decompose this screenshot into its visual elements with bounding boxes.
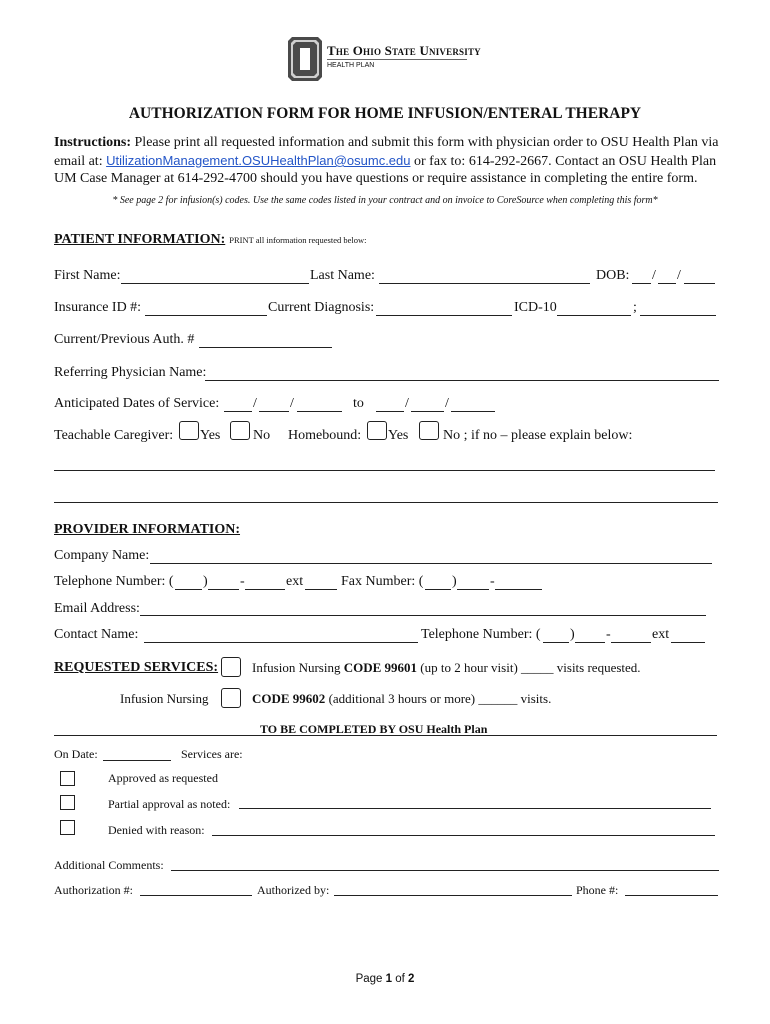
dob-year-field[interactable] — [684, 283, 715, 284]
referring-physician-label: Referring Physician Name: — [54, 365, 207, 380]
provider-email-label: Email Address: — [54, 601, 140, 616]
approved-checkbox[interactable] — [60, 771, 75, 786]
patient-heading-row — [54, 230, 366, 248]
authorized-by-label: Authorized by: — [257, 883, 330, 897]
contact-phone-area[interactable] — [543, 642, 569, 643]
homebound-label: Homebound: — [288, 428, 362, 443]
prev-auth-field[interactable] — [199, 347, 332, 348]
referring-physician-field[interactable] — [205, 380, 719, 381]
service-dates-label: Anticipated Dates of Service: — [54, 396, 220, 411]
additional-comments-field[interactable] — [171, 870, 719, 871]
caregiver-label: Teachable Caregiver: — [54, 428, 174, 443]
patient-heading: PATIENT INFORMATION: — [54, 232, 226, 247]
university-name: The Ohio State University — [327, 43, 481, 58]
denied-checkbox[interactable] — [60, 820, 75, 835]
osu-block-o-logo — [288, 37, 322, 81]
phone-label: Phone #: — [576, 883, 619, 897]
denied-reason-field[interactable] — [212, 835, 715, 836]
provider-fax-area[interactable] — [425, 589, 451, 590]
on-date-label: On Date: — [54, 747, 98, 761]
service-start-day[interactable] — [259, 411, 289, 412]
service-99601-code: CODE 99601 — [343, 660, 418, 675]
caregiver-yes-checkbox[interactable] — [179, 421, 199, 440]
patient-subheading: PRINT all information requested below: — [229, 235, 367, 245]
service-to-label: to — [353, 396, 364, 411]
contact-phone-prefix[interactable] — [575, 642, 605, 643]
instructions-line1: Instructions: Please print all requested information and submit this form with physician order to OSU Health Plan via — [54, 135, 719, 150]
caregiver-no-checkbox[interactable] — [230, 421, 250, 440]
contact-phone-label: Telephone Number: ( — [421, 627, 541, 642]
provider-phone-ext-label: ext — [286, 574, 304, 589]
dob-label: DOB: — [596, 268, 630, 283]
explanation-line-1[interactable] — [54, 470, 715, 471]
form-title: AUTHORIZATION FORM FOR HOME INFUSION/ENTERAL THERAPY — [128, 105, 642, 122]
partial-approval-field[interactable] — [239, 808, 711, 809]
provider-fax-line[interactable] — [495, 589, 542, 590]
first-name-field[interactable] — [121, 283, 309, 284]
authorized-by-field[interactable] — [334, 895, 572, 896]
denied-label: Denied with reason: — [108, 823, 205, 837]
contact-phone-ext-label: ext — [652, 627, 670, 642]
provider-phone-line[interactable] — [245, 589, 285, 590]
service-end-day[interactable] — [411, 411, 444, 412]
provider-phone-prefix[interactable] — [208, 589, 239, 590]
caregiver-no-label: No — [253, 428, 271, 443]
contact-name-label: Contact Name: — [54, 627, 139, 642]
icd10-label: ICD-10 — [514, 300, 557, 315]
service-99602-code: CODE 99602 — [252, 691, 326, 706]
dob-day-field[interactable] — [658, 283, 676, 284]
service-99602-text: CODE 99602 (additional 3 hours or more) ______ visits. — [252, 691, 552, 706]
health-plan-label: HEALTH PLAN — [327, 62, 375, 69]
contact-phone-ext[interactable] — [671, 642, 705, 643]
caregiver-yes-label: Yes — [200, 428, 221, 443]
icd10-field-1[interactable] — [557, 315, 631, 316]
insurance-id-field[interactable] — [145, 315, 267, 316]
service-start-month[interactable] — [224, 411, 252, 412]
provider-phone-ext[interactable] — [305, 589, 337, 590]
instructions-label: Instructions: — [54, 135, 132, 150]
service-99602-label: Infusion Nursing — [120, 691, 209, 706]
provider-phone-label: Telephone Number: ( — [54, 574, 174, 589]
service-99601-text: Infusion Nursing CODE 99601 (up to 2 hour visit) _____ visits requested. — [252, 660, 641, 675]
provider-email-field[interactable] — [140, 615, 706, 616]
company-name-field[interactable] — [150, 563, 712, 564]
insurance-id-label: Insurance ID #: — [54, 300, 142, 315]
authorization-number-field[interactable] — [140, 895, 252, 896]
first-name-label: First Name: — [54, 268, 121, 283]
service-start-year[interactable] — [297, 411, 342, 412]
service-end-year[interactable] — [451, 411, 495, 412]
explanation-line-2[interactable] — [54, 502, 718, 503]
osu-section-heading: TO BE COMPLETED BY OSU Health Plan — [260, 722, 488, 736]
on-date-field[interactable] — [103, 760, 171, 761]
homebound-yes-label: Yes — [388, 428, 409, 443]
email-link[interactable]: UtilizationManagement.OSUHealthPlan@osumc.edu — [106, 153, 411, 168]
last-name-field[interactable] — [379, 283, 590, 284]
authorization-number-label: Authorization #: — [54, 883, 133, 897]
icd10-field-2[interactable] — [640, 315, 716, 316]
homebound-yes-checkbox[interactable] — [367, 421, 387, 440]
instructions-line3: UM Case Manager at 614-292-4700 should you have questions or require assistance in completing the entire form. — [54, 171, 698, 186]
service-99602-checkbox[interactable] — [221, 688, 241, 708]
instructions-line2: email at: UtilizationManagement.OSUHealthPlan@osumc.edu or fax to: 614-292-2667. Contact an OSU Health Plan — [54, 153, 717, 169]
diagnosis-label: Current Diagnosis: — [268, 300, 375, 315]
homebound-no-label: No ; if no – please explain below: — [443, 428, 633, 443]
additional-comments-label: Additional Comments: — [54, 858, 164, 872]
codes-note: * See page 2 for infusion(s) codes. Use the same codes listed in your contract and on invoice to CoreSource when completing this form* — [112, 195, 658, 206]
contact-phone-line[interactable] — [611, 642, 651, 643]
prev-auth-label: Current/Previous Auth. # — [54, 332, 195, 347]
phone-field[interactable] — [625, 895, 718, 896]
service-99601-checkbox[interactable] — [221, 657, 241, 677]
partial-approval-checkbox[interactable] — [60, 795, 75, 810]
provider-fax-label: Fax Number: ( — [341, 574, 424, 589]
provider-phone-area[interactable] — [175, 589, 202, 590]
provider-heading: PROVIDER INFORMATION: — [54, 522, 241, 537]
services-are-label: Services are: — [181, 747, 243, 761]
dob-month-field[interactable] — [632, 283, 651, 284]
page-number: Page 1 of 2 — [355, 973, 415, 985]
company-name-label: Company Name: — [54, 548, 150, 563]
service-end-month[interactable] — [376, 411, 404, 412]
diagnosis-field[interactable] — [376, 315, 512, 316]
approved-label: Approved as requested — [108, 771, 218, 785]
header-rule — [327, 59, 467, 60]
contact-name-field[interactable] — [144, 642, 418, 643]
partial-approval-label: Partial approval as noted: — [108, 797, 231, 811]
last-name-label: Last Name: — [310, 268, 375, 283]
requested-services-heading: REQUESTED SERVICES: — [54, 660, 219, 675]
provider-fax-prefix[interactable] — [457, 589, 489, 590]
homebound-no-checkbox[interactable] — [419, 421, 439, 440]
